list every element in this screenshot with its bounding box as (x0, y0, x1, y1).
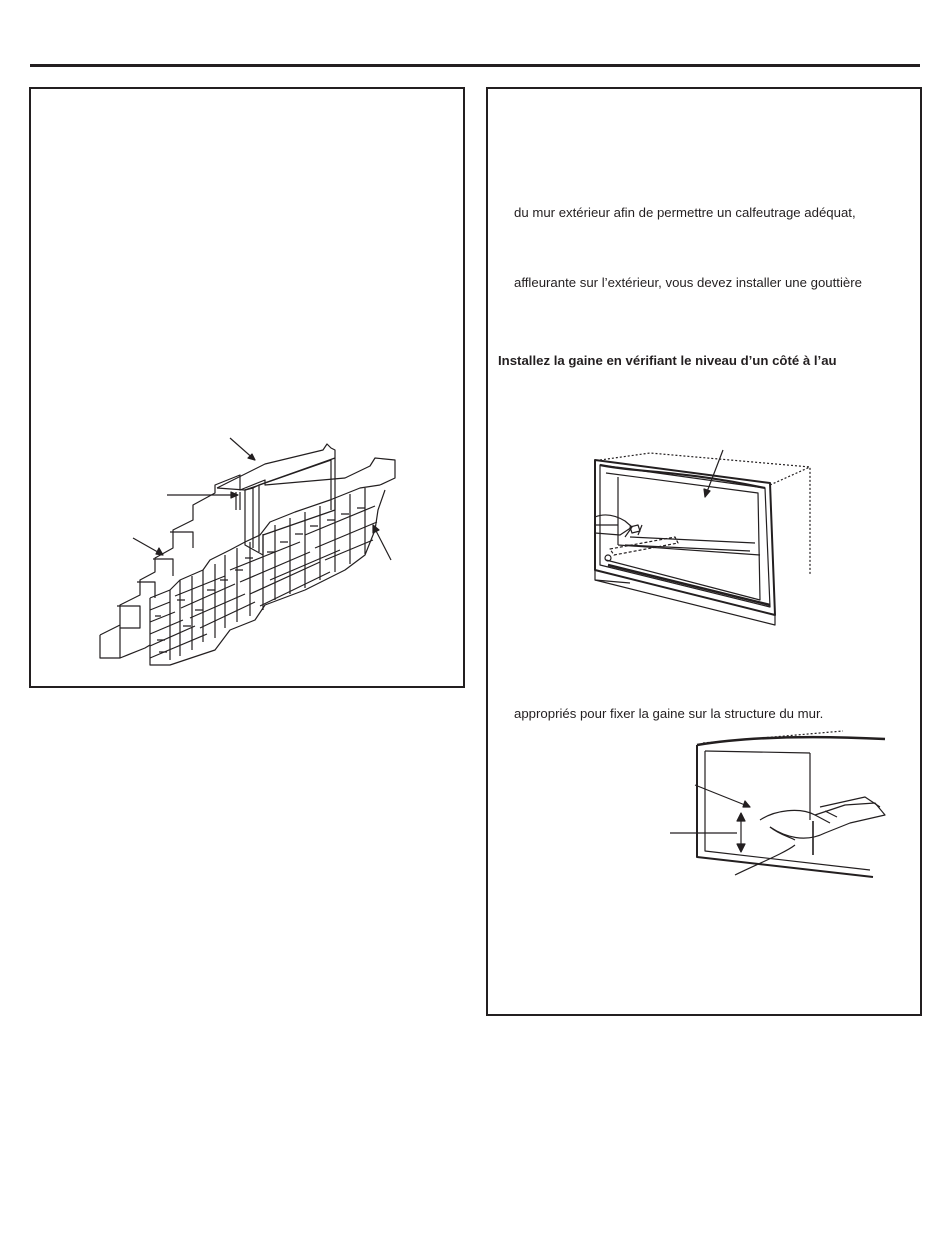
instruction-line-1: du mur extérieur afin de permettre un calfeutrage adéquat, (514, 205, 856, 220)
header-rule (30, 64, 920, 67)
instruction-line-3: appropriés pour fixer la gaine sur la structure du mur. (514, 706, 824, 721)
instruction-bold-heading: Installez la gaine en vérifiant le niveau d’un côté à l’au (498, 353, 837, 368)
level-sleeve-illustration (590, 445, 820, 625)
instruction-line-2: affleurante sur l’extérieur, vous devez installer une gouttière (514, 275, 862, 290)
screw-fastening-illustration (665, 725, 895, 885)
brick-wall-sleeve-illustration (95, 430, 405, 670)
